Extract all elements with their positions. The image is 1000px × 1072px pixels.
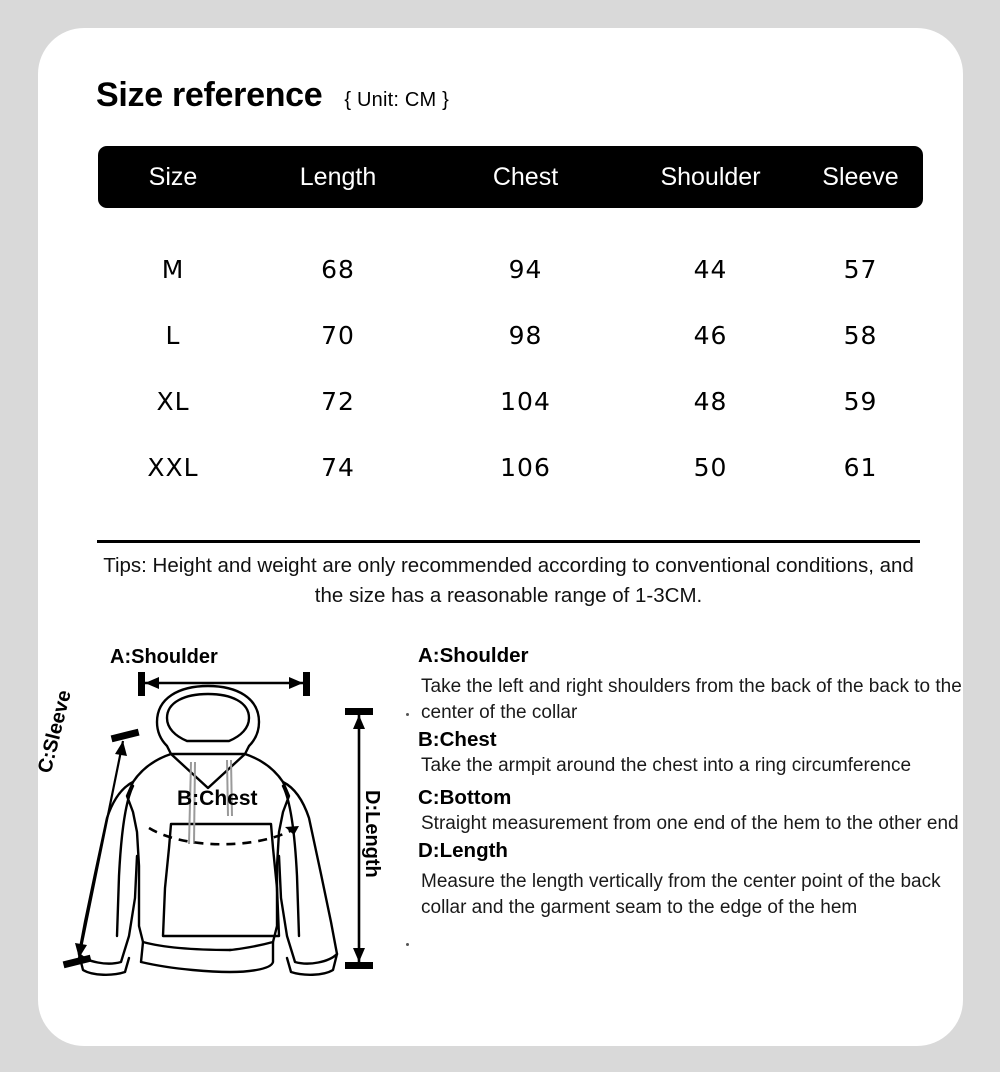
tips-text: Tips: Height and weight are only recommended according to conventional conditions, and the size has a reasonable range of 1-3CM. xyxy=(103,554,914,607)
table-row xyxy=(98,368,923,434)
label-chest: B:Chest xyxy=(177,787,258,810)
table-header-row xyxy=(98,146,923,208)
guide-heading-chest: B:Chest xyxy=(418,728,497,751)
label-length: D:Length xyxy=(361,790,383,878)
cell-sleeve: 61 xyxy=(843,452,878,482)
section-divider xyxy=(97,540,920,543)
guide-body-length: Measure the length vertically from the center point of the back collar and the garment seam to the edge of the hem xyxy=(421,871,941,918)
guide-body-shoulder: Take the left and right shoulders from the back of the back to the center of the collar xyxy=(421,676,962,723)
page-title: Size reference xyxy=(96,76,323,114)
size-table xyxy=(98,146,923,500)
cell-shoulder: 50 xyxy=(693,452,728,482)
label-shoulder: A:Shoulder xyxy=(110,646,218,668)
cell-length: 72 xyxy=(321,386,355,416)
table-row xyxy=(98,434,923,500)
table-row xyxy=(98,236,923,302)
column-header-length: Length xyxy=(299,162,377,191)
table-row xyxy=(98,302,923,368)
column-header-shoulder: Shoulder xyxy=(660,162,761,191)
measurement-guide xyxy=(418,642,963,921)
cell-sleeve: 57 xyxy=(843,254,878,284)
cell-chest: 98 xyxy=(508,320,543,350)
column-header-sleeve: Sleeve xyxy=(822,162,899,191)
cell-size: L xyxy=(165,320,181,350)
cell-length: 68 xyxy=(321,254,355,284)
cell-chest: 106 xyxy=(500,452,551,482)
guide-heading-shoulder: A:Shoulder xyxy=(418,644,529,667)
shoulder-measure-arrow xyxy=(138,672,310,696)
column-header-chest: Chest xyxy=(492,162,559,191)
cell-sleeve: 58 xyxy=(843,320,878,350)
cell-shoulder: 46 xyxy=(693,320,728,350)
cell-chest: 104 xyxy=(500,386,551,416)
cell-length: 70 xyxy=(321,320,355,350)
cell-size: M xyxy=(161,254,185,284)
column-header-size: Size xyxy=(148,162,198,191)
bullet-dot-icon xyxy=(406,713,409,716)
guide-heading-bottom: C:Bottom xyxy=(418,786,512,809)
cell-size: XL xyxy=(156,386,190,416)
table-body xyxy=(98,236,923,500)
cell-size: XXL xyxy=(147,452,199,482)
bullet-dot-icon xyxy=(406,943,409,946)
chest-arrowhead xyxy=(285,826,299,835)
cell-shoulder: 48 xyxy=(693,386,728,416)
title-row xyxy=(96,76,449,115)
cell-length: 74 xyxy=(321,452,355,482)
guide-body-chest: Take the armpit around the chest into a ring circumference xyxy=(421,755,912,776)
sleeve-measure-arrow xyxy=(63,729,140,969)
unit-note: { Unit: CM } xyxy=(344,89,450,111)
cell-shoulder: 44 xyxy=(693,254,728,284)
guide-heading-length: D:Length xyxy=(418,839,508,862)
guide-body-bottom: Straight measurement from one end of the hem to the other end xyxy=(421,813,959,834)
label-sleeve: C:Sleeve xyxy=(34,688,76,776)
cell-sleeve: 59 xyxy=(843,386,878,416)
cell-chest: 94 xyxy=(508,254,543,284)
